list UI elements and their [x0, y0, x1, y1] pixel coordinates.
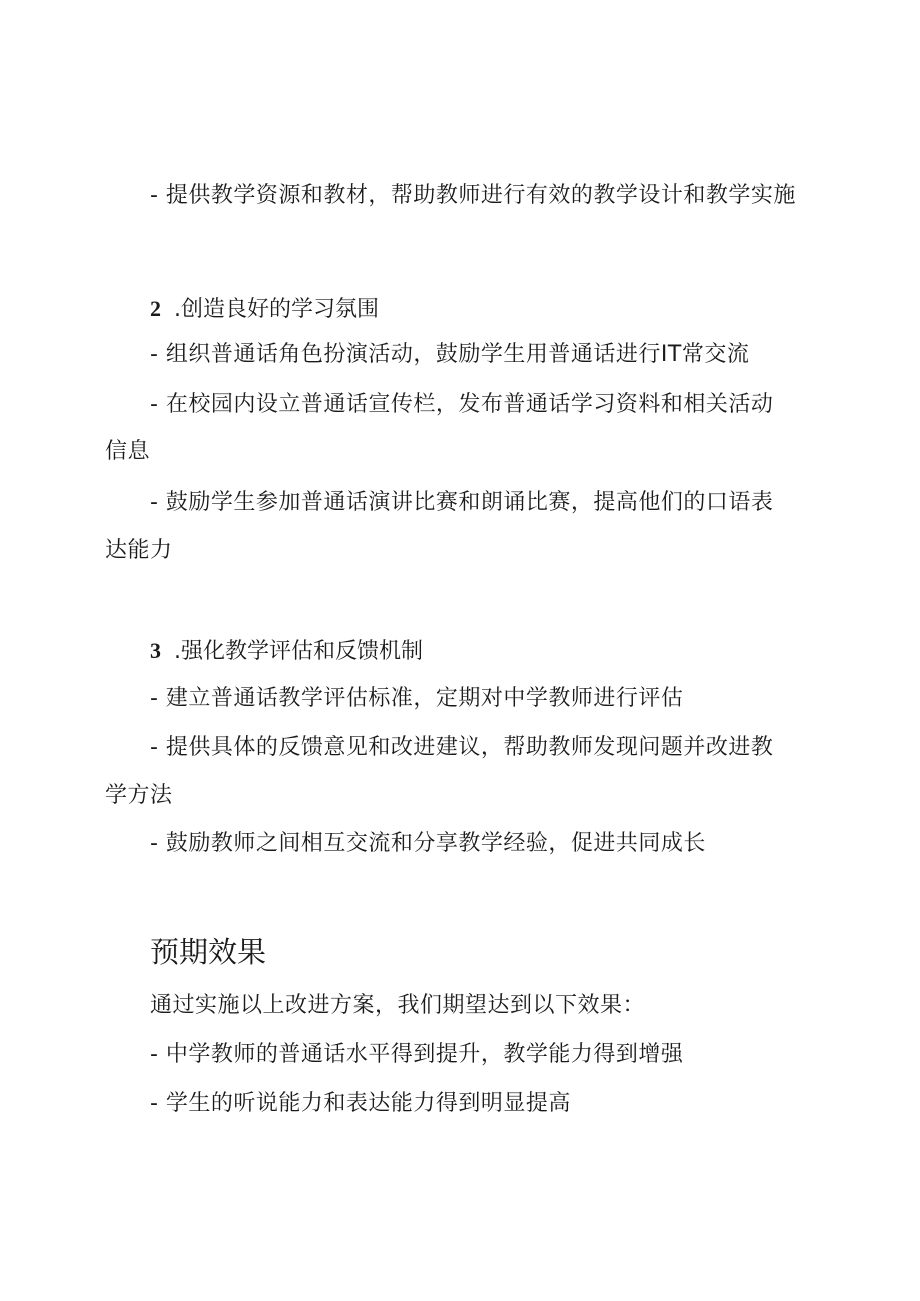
section-3-bullet-2-cont: 学方法 [105, 783, 173, 808]
expected-effects-bullet-2: - 学生的听说能力和表达能力得到明显提高 [150, 1091, 571, 1116]
section-2-number: 2 [150, 296, 161, 321]
intro-bullet: - 提供教学资源和教材，帮助教师进行有效的教学设计和教学实施 [150, 183, 796, 208]
section-2-bullet-3-cont: 达能力 [105, 538, 173, 563]
section-3-title: .强化教学评估和反馈机制 [174, 639, 423, 664]
section-3-bullet-2: - 提供具体的反馈意见和改进建议，帮助教师发现问题并改进教 [150, 735, 774, 760]
section-3-heading [150, 636, 423, 667]
expected-effects-title: 预期效果 [150, 935, 267, 969]
section-3-bullet-3: - 鼓励教师之间相互交流和分享教学经验，促进共同成长 [150, 831, 706, 856]
section-2-bullet-1: - 组织普通话角色扮演活动，鼓励学生用普通话进行IT常交流 [150, 342, 750, 367]
section-2-title: .创造良好的学习氛围 [174, 297, 379, 322]
section-2-bullet-2: - 在校园内设立普通话宣传栏，发布普通话学习资料和相关活动 [150, 392, 774, 417]
section-2-heading [150, 294, 379, 325]
section-3-bullet-1: - 建立普通话教学评估标准，定期对中学教师进行评估 [150, 686, 684, 711]
section-2-bullet-2-cont: 信息 [105, 439, 151, 464]
section-2-bullet-3: - 鼓励学生参加普通话演讲比赛和朗诵比赛，提高他们的口语表 [150, 490, 774, 515]
section-3-number: 3 [150, 638, 161, 663]
expected-effects-bullet-1: - 中学教师的普通话水平得到提升，教学能力得到增强 [150, 1042, 684, 1067]
expected-effects-intro: 通过实施以上改进方案，我们期望达到以下效果： [150, 993, 646, 1018]
